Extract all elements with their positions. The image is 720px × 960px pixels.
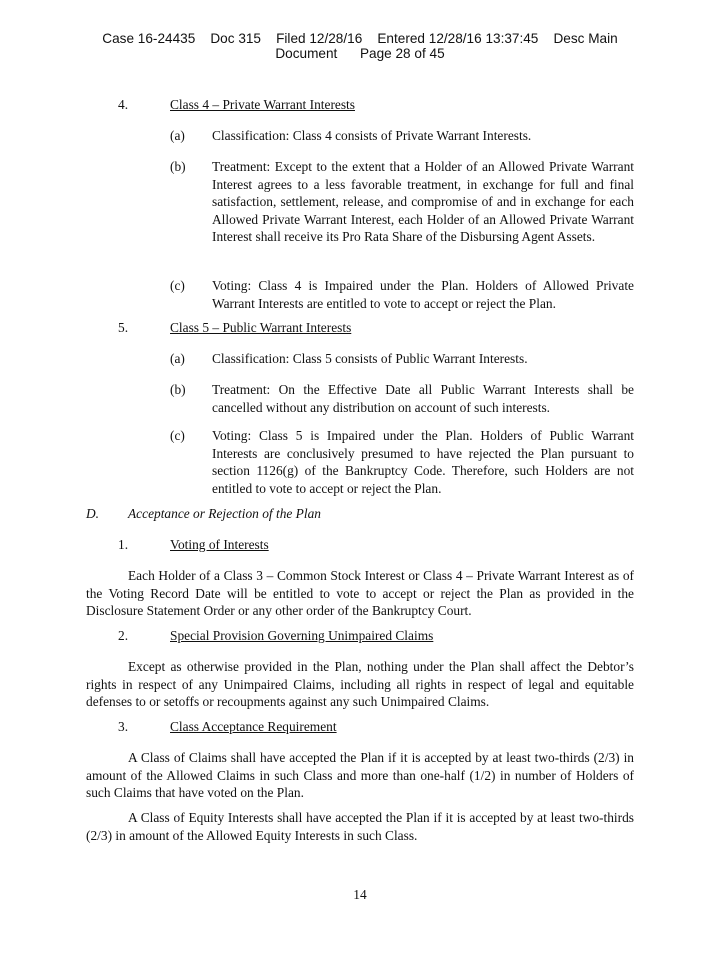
class4-item-a <box>170 127 634 145</box>
class5-b-text: Treatment: On the Effective Date all Public Warrant Interests shall be cancelled without any distribution on account of such interests. <box>212 382 634 415</box>
page-number: 14 <box>353 887 367 902</box>
section-d-title: Acceptance or Rejection of the Plan <box>128 506 321 521</box>
class4-b-text: Treatment: Except to the extent that a Holder of an Allowed Private Warrant Interest agrees to a less favorable treatment, in exchange for full and final satisfaction, settlement, release, and compromise of and in exchange for each Allowed Private Warrant Interest, each Holder of an Allowed Private Warrant Interest shall receive its Pro Rata Share of the Disbursing Agent Assets. <box>212 159 634 245</box>
class5-c-label: (c) <box>170 428 185 443</box>
class4-a-label: (a) <box>170 128 185 143</box>
subsection-3-text-1: A Class of Claims shall have accepted the Plan if it is accepted by at least two-thirds (2/3) in amount of the Allowed Claims in such Class and more than one-half (1/2) in number of Holders of such Claims that have voted on the Plan. <box>86 750 634 801</box>
class5-title: Class 5 – Public Warrant Interests <box>170 320 352 335</box>
class5-item-c <box>170 427 634 497</box>
subsection-3-number: 3. <box>118 719 129 734</box>
class4-item-c <box>170 277 634 312</box>
class5-number: 5. <box>118 320 129 335</box>
subsection-1-number: 1. <box>118 537 129 552</box>
subsection-1-text: Each Holder of a Class 3 – Common Stock Interest or Class 4 – Private Warrant Interest as of the Voting Record Date will be entitled to vote to accept or reject the Plan as provided in the Disclosure Statement Order or any other order of the Bankruptcy Court. <box>86 568 634 619</box>
class4-item-b <box>170 158 634 246</box>
class4-c-label: (c) <box>170 278 185 293</box>
subsection-3-text-2: A Class of Equity Interests shall have accepted the Plan if it is accepted by at least two-thirds (2/3) in amount of the Allowed Equity Interests in such Class. <box>86 810 634 843</box>
subsection-1-title: Voting of Interests <box>170 537 269 552</box>
class5-item-a <box>170 350 634 368</box>
class5-item-b <box>170 381 634 416</box>
class4-number: 4. <box>118 97 129 112</box>
subsection-2-text: Except as otherwise provided in the Plan, nothing under the Plan shall affect the Debtor’s rights in respect of any Unimpaired Claims, including all rights in respect of legal and equitable defenses to or setoffs or recoupments against any such Unimpaired Claims. <box>86 659 634 710</box>
section-d-letter: D. <box>86 506 100 521</box>
class4-c-text: Voting: Class 4 is Impaired under the Plan. Holders of Allowed Private Warrant Interests are entitled to vote to accept or reject the Plan. <box>212 278 634 311</box>
subsection-2-title: Special Provision Governing Unimpaired Claims <box>170 628 434 643</box>
class5-c-text: Voting: Class 5 is Impaired under the Plan. Holders of Public Warrant Interests are conclusively presumed to have rejected the Plan pursuant to section 1126(g) of the Bankruptcy Code. Therefore, such Holders are not entitled to vote to accept or reject the Plan. <box>212 428 634 496</box>
filing-header <box>0 31 720 61</box>
class5-b-label: (b) <box>170 382 186 397</box>
class5-a-label: (a) <box>170 351 185 366</box>
class5-a-text: Classification: Class 5 consists of Public Warrant Interests. <box>212 351 528 366</box>
filing-header-line1: Case 16-24435 Doc 315 Filed 12/28/16 Entered 12/28/16 13:37:45 Desc Main <box>102 31 618 46</box>
filing-header-line2: Document Page 28 of 45 <box>275 46 445 61</box>
subsection-3-title: Class Acceptance Requirement <box>170 719 337 734</box>
class4-b-label: (b) <box>170 159 186 174</box>
class4-title: Class 4 – Private Warrant Interests <box>170 97 355 112</box>
subsection-2-number: 2. <box>118 628 129 643</box>
class4-a-text: Classification: Class 4 consists of Private Warrant Interests. <box>212 128 532 143</box>
